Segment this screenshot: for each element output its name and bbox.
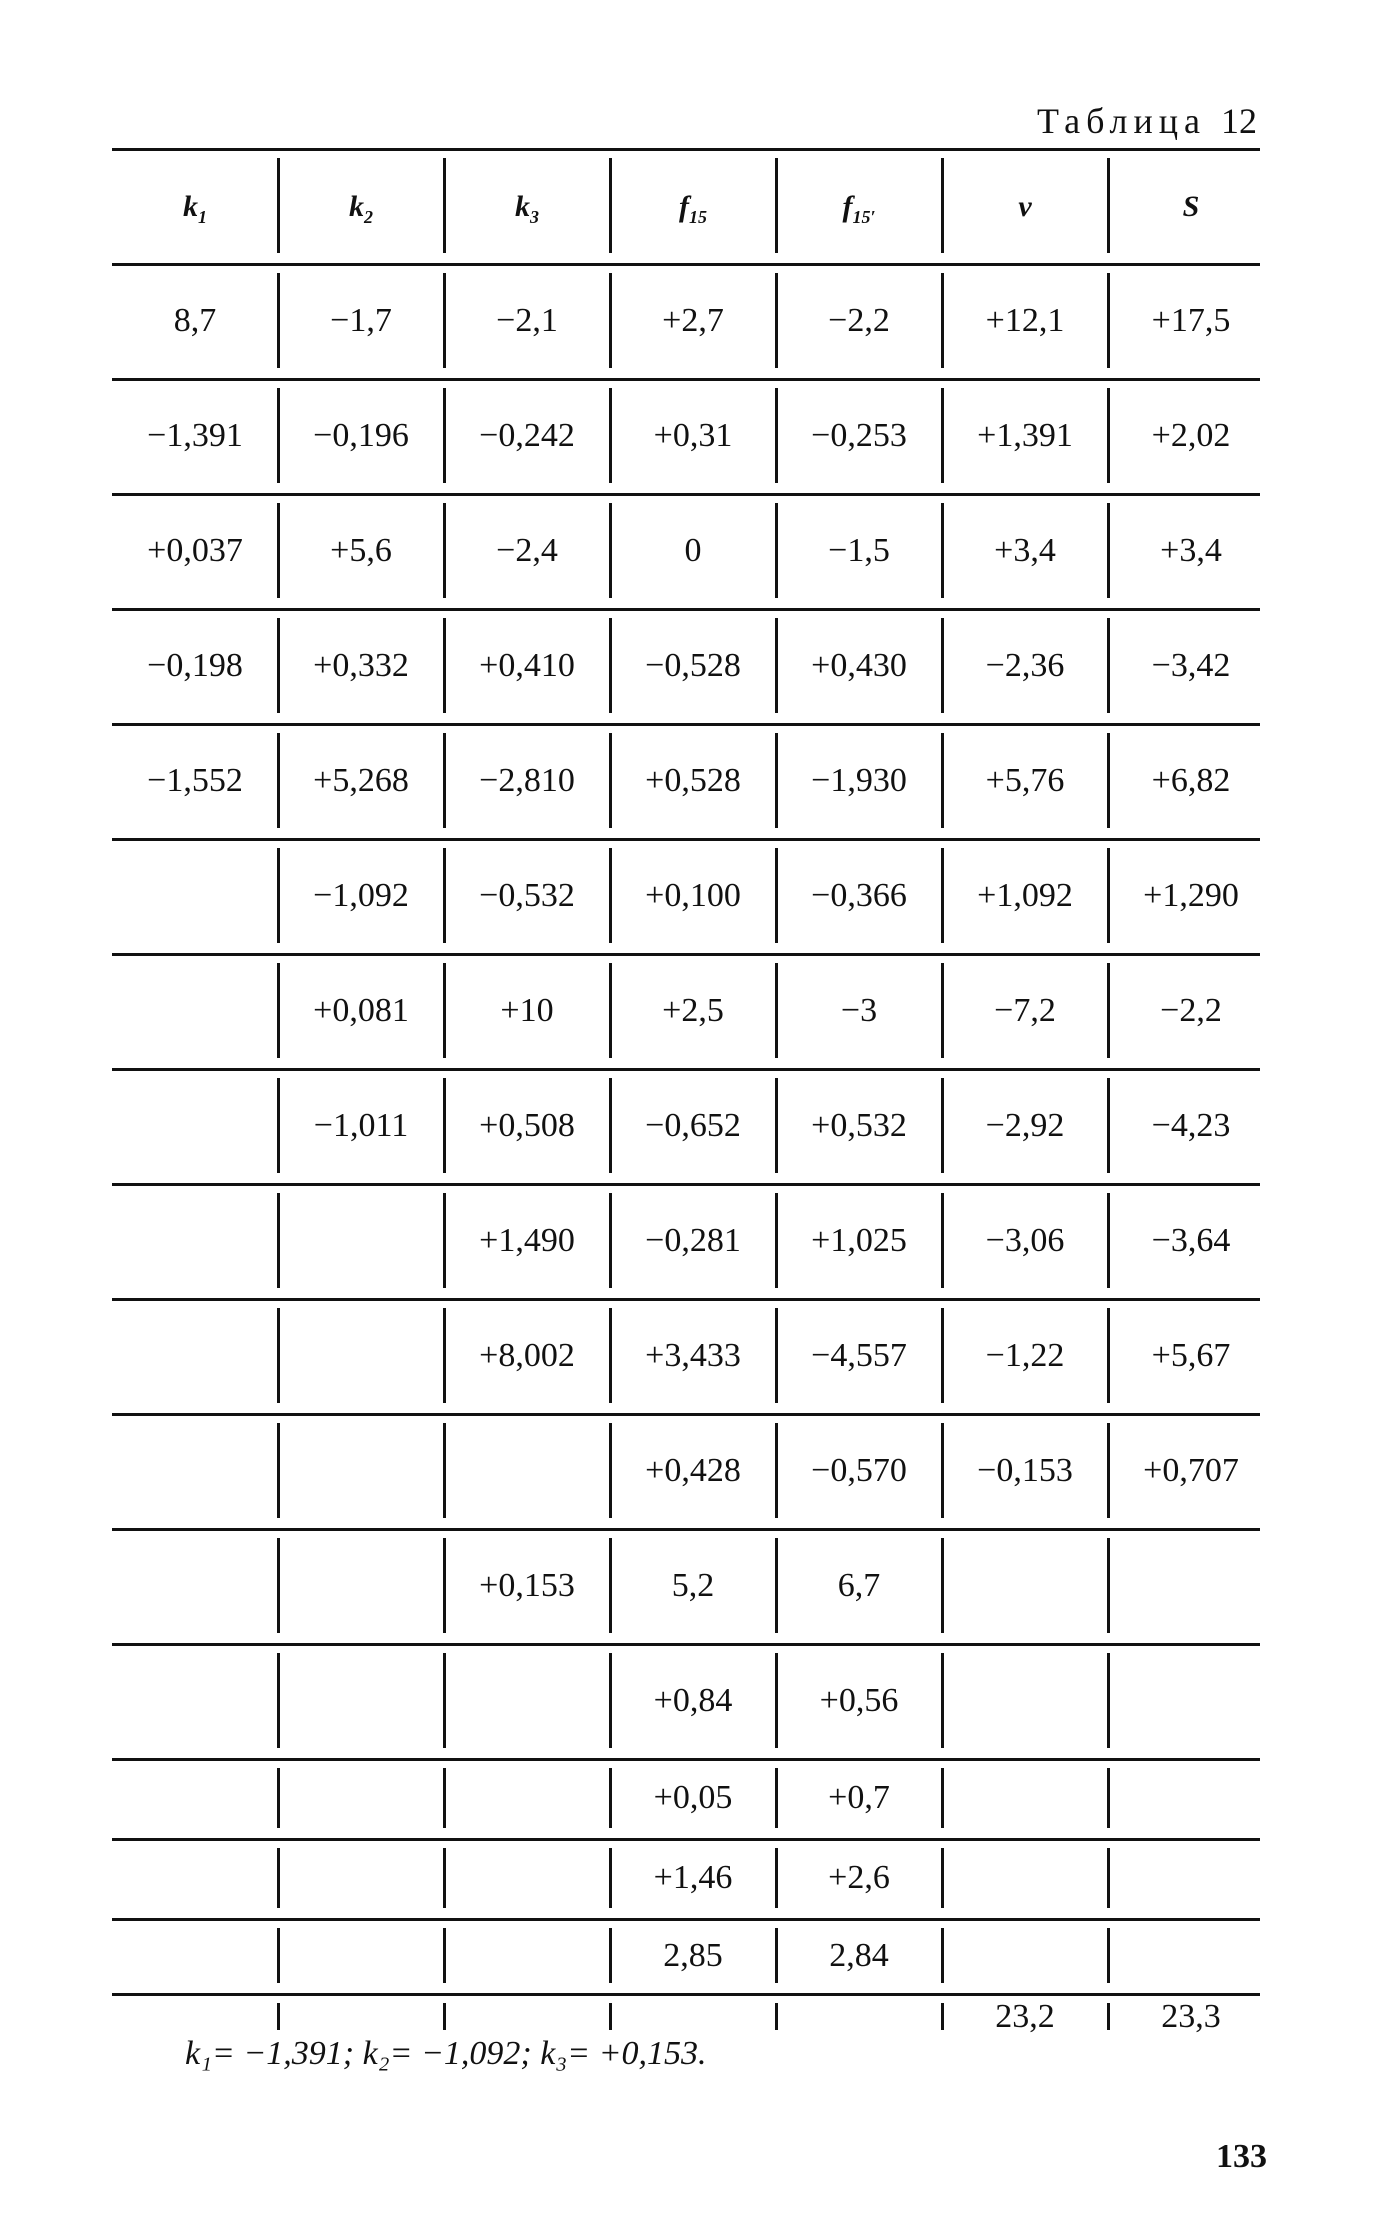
- table-cell: +2,7: [662, 301, 724, 339]
- column-rule: [941, 1653, 944, 1748]
- table-cell: −0,281: [645, 1221, 741, 1259]
- column-rule: [609, 963, 612, 1058]
- table-cell: +1,290: [1143, 876, 1239, 914]
- column-rule: [775, 1078, 778, 1173]
- column-rule: [941, 733, 944, 828]
- table-cell: +5,76: [985, 761, 1065, 799]
- row-rule: [112, 1758, 1260, 1761]
- column-rule: [1107, 1653, 1110, 1748]
- table-cell: +10: [500, 991, 554, 1029]
- table-cell: +1,490: [479, 1221, 575, 1259]
- table-cell: −1,552: [147, 761, 243, 799]
- table-cell: −7,2: [994, 991, 1056, 1029]
- table-cell: 6,7: [837, 1566, 881, 1604]
- column-rule: [1107, 1308, 1110, 1403]
- column-rule: [941, 963, 944, 1058]
- row-rule: [112, 1643, 1260, 1646]
- table-cell: −3,06: [985, 1221, 1065, 1259]
- column-rule: [277, 1078, 280, 1173]
- table-cell: −2,810: [479, 761, 575, 799]
- column-header: v: [1018, 190, 1032, 223]
- column-rule: [609, 1078, 612, 1173]
- column-rule: [941, 1848, 944, 1908]
- table-cell: +5,6: [330, 531, 392, 569]
- column-rule: [443, 1538, 446, 1633]
- table-cell: +0,153: [479, 1566, 575, 1604]
- column-rule: [941, 1423, 944, 1518]
- column-rule: [277, 503, 280, 598]
- table-cell: −2,4: [496, 531, 558, 569]
- table-cell: +2,6: [828, 1859, 890, 1896]
- column-rule: [277, 1928, 280, 1983]
- row-rule: [112, 1298, 1260, 1301]
- column-rule: [775, 1308, 778, 1403]
- column-rule: [609, 273, 612, 368]
- table-cell: 5,2: [671, 1566, 715, 1604]
- column-rule: [941, 388, 944, 483]
- table-cell: +2,02: [1151, 416, 1231, 454]
- column-rule: [443, 1078, 446, 1173]
- table-caption: [1037, 100, 1257, 142]
- column-header: $k_3$: [515, 190, 539, 227]
- column-rule: [443, 1308, 446, 1403]
- table-cell: +0,428: [645, 1451, 741, 1489]
- table-cell: −0,253: [811, 416, 907, 454]
- table-cell: +0,84: [653, 1681, 733, 1719]
- column-rule: [609, 388, 612, 483]
- column-rule: [443, 158, 446, 253]
- column-rule: [775, 733, 778, 828]
- column-rule: [775, 1653, 778, 1748]
- column-rule: [1107, 1928, 1110, 1983]
- column-rule: [1107, 2003, 1110, 2030]
- column-rule: [941, 503, 944, 598]
- table-cell: 23,3: [1161, 1997, 1221, 2035]
- column-rule: [1107, 1078, 1110, 1173]
- table-cell: 2,84: [829, 1936, 889, 1974]
- column-rule: [775, 2003, 778, 2030]
- row-rule: [112, 1528, 1260, 1531]
- table-cell: −0,532: [479, 876, 575, 914]
- table-cell: +5,268: [313, 761, 409, 799]
- row-rule: [112, 263, 1260, 266]
- table-cell: −2,1: [496, 301, 558, 339]
- table-cell: −1,391: [147, 416, 243, 454]
- column-rule: [443, 618, 446, 713]
- table-cell: −1,011: [313, 1106, 409, 1144]
- column-rule: [941, 158, 944, 253]
- table-cell: −3,42: [1151, 646, 1231, 684]
- table-cell: +1,46: [653, 1859, 733, 1896]
- row-rule: [112, 1183, 1260, 1186]
- table-cell: +1,025: [811, 1221, 907, 1259]
- column-rule: [941, 2003, 944, 2030]
- column-header: $f_{15}$: [679, 190, 707, 227]
- column-rule: [609, 1653, 612, 1748]
- table-cell: −0,570: [811, 1451, 907, 1489]
- table-cell: +1,092: [977, 876, 1073, 914]
- column-rule: [941, 618, 944, 713]
- column-rule: [1107, 1423, 1110, 1518]
- table-cell: +0,081: [313, 991, 409, 1029]
- column-rule: [443, 1653, 446, 1748]
- column-header: $f_{15'}$: [842, 190, 876, 227]
- table-cell: −4,23: [1151, 1106, 1231, 1144]
- column-rule: [443, 1193, 446, 1288]
- column-rule: [609, 1768, 612, 1828]
- column-rule: [277, 1653, 280, 1748]
- column-rule: [609, 1538, 612, 1633]
- column-rule: [775, 1768, 778, 1828]
- column-rule: [775, 388, 778, 483]
- table-cell: −0,153: [977, 1451, 1073, 1489]
- table-cell: +17,5: [1151, 301, 1231, 339]
- column-rule: [941, 1078, 944, 1173]
- column-rule: [277, 388, 280, 483]
- table-cell: +6,82: [1151, 761, 1231, 799]
- column-rule: [1107, 273, 1110, 368]
- column-rule: [277, 733, 280, 828]
- column-header: S: [1182, 190, 1200, 223]
- footnote: k₁= −1,391; k₂= −1,092; k₃= +0,153.: [185, 2035, 707, 2072]
- table-cell: +1,391: [977, 416, 1073, 454]
- table-cell: −1,930: [811, 761, 907, 799]
- row-rule: [112, 723, 1260, 726]
- table-cell: −2,2: [828, 301, 890, 339]
- table-cell: +3,4: [994, 531, 1056, 569]
- column-rule: [277, 1423, 280, 1518]
- table-cell: +0,532: [811, 1106, 907, 1144]
- column-rule: [443, 273, 446, 368]
- column-rule: [1107, 733, 1110, 828]
- column-rule: [277, 2003, 280, 2030]
- column-rule: [443, 848, 446, 943]
- table-cell: −3: [840, 991, 878, 1029]
- column-rule: [277, 273, 280, 368]
- column-rule: [941, 1193, 944, 1288]
- row-rule: [112, 1918, 1260, 1921]
- column-rule: [443, 1768, 446, 1828]
- table-cell: +0,7: [828, 1779, 890, 1816]
- caption-word: Таблица: [1037, 101, 1206, 141]
- table-cell: +0,332: [313, 646, 409, 684]
- table-cell: −2,36: [985, 646, 1065, 684]
- column-rule: [609, 158, 612, 253]
- column-rule: [775, 273, 778, 368]
- table-cell: +2,5: [662, 991, 724, 1029]
- table-cell: −1,5: [828, 531, 890, 569]
- column-rule: [277, 848, 280, 943]
- column-rule: [941, 1538, 944, 1633]
- column-rule: [1107, 1538, 1110, 1633]
- column-rule: [609, 1308, 612, 1403]
- table-cell: +0,707: [1143, 1451, 1239, 1489]
- column-rule: [609, 1193, 612, 1288]
- table-cell: −0,366: [811, 876, 907, 914]
- column-rule: [277, 1308, 280, 1403]
- column-rule: [775, 1423, 778, 1518]
- table-cell: −0,652: [645, 1106, 741, 1144]
- column-rule: [1107, 848, 1110, 943]
- column-rule: [775, 503, 778, 598]
- column-rule: [1107, 1193, 1110, 1288]
- column-rule: [941, 1768, 944, 1828]
- table-cell: +0,430: [811, 646, 907, 684]
- column-rule: [609, 503, 612, 598]
- column-rule: [277, 618, 280, 713]
- column-rule: [941, 848, 944, 943]
- table-cell: +0,508: [479, 1106, 575, 1144]
- table-cell: −4,557: [811, 1336, 907, 1374]
- table-cell: −1,092: [313, 876, 409, 914]
- column-rule: [609, 618, 612, 713]
- column-rule: [775, 848, 778, 943]
- column-rule: [277, 158, 280, 253]
- caption-number: 12: [1221, 101, 1257, 141]
- table-cell: +0,528: [645, 761, 741, 799]
- row-rule: [112, 1413, 1260, 1416]
- table-cell: −2,2: [1160, 991, 1222, 1029]
- table-cell: −2,92: [985, 1106, 1065, 1144]
- column-rule: [775, 1538, 778, 1633]
- table-cell: −0,198: [147, 646, 243, 684]
- table-cell: 23,2: [995, 1997, 1055, 2035]
- column-rule: [1107, 618, 1110, 713]
- row-rule: [112, 1838, 1260, 1841]
- column-rule: [1107, 388, 1110, 483]
- column-rule: [277, 1848, 280, 1908]
- table-cell: +0,05: [653, 1779, 733, 1816]
- table-cell: −0,242: [479, 416, 575, 454]
- row-rule: [112, 838, 1260, 841]
- row-rule: [112, 953, 1260, 956]
- table-cell: −0,196: [313, 416, 409, 454]
- column-rule: [277, 1193, 280, 1288]
- table-cell: +0,31: [653, 416, 733, 454]
- column-header: $k_1$: [183, 190, 207, 227]
- column-rule: [1107, 158, 1110, 253]
- column-rule: [277, 1538, 280, 1633]
- table-cell: 8,7: [173, 301, 217, 339]
- column-header: $k_2$: [349, 190, 373, 227]
- table-cell: +0,56: [819, 1681, 899, 1719]
- column-rule: [775, 1848, 778, 1908]
- row-rule: [112, 493, 1260, 496]
- column-rule: [277, 1768, 280, 1828]
- column-rule: [1107, 963, 1110, 1058]
- column-rule: [941, 1928, 944, 1983]
- row-rule: [112, 1068, 1260, 1071]
- column-rule: [609, 733, 612, 828]
- row-rule: [112, 608, 1260, 611]
- table-cell: +12,1: [985, 301, 1065, 339]
- column-rule: [609, 1928, 612, 1983]
- column-rule: [1107, 1768, 1110, 1828]
- column-rule: [609, 1423, 612, 1518]
- column-rule: [941, 273, 944, 368]
- column-rule: [609, 1848, 612, 1908]
- column-rule: [443, 963, 446, 1058]
- column-rule: [1107, 1848, 1110, 1908]
- table-cell: +0,037: [147, 531, 243, 569]
- row-rule: [112, 378, 1260, 381]
- row-rule: [112, 148, 1260, 151]
- table-cell: +8,002: [479, 1336, 575, 1374]
- column-rule: [941, 1308, 944, 1403]
- column-rule: [443, 2003, 446, 2030]
- table-cell: 2,85: [663, 1936, 723, 1974]
- column-rule: [443, 733, 446, 828]
- column-rule: [775, 1928, 778, 1983]
- table-cell: −3,64: [1151, 1221, 1231, 1259]
- column-rule: [443, 388, 446, 483]
- page-number: 133: [1216, 2138, 1267, 2175]
- column-rule: [277, 963, 280, 1058]
- table-cell: +5,67: [1151, 1336, 1231, 1374]
- column-rule: [775, 158, 778, 253]
- column-rule: [775, 618, 778, 713]
- table-cell: −1,7: [330, 301, 392, 339]
- column-rule: [443, 1928, 446, 1983]
- column-rule: [443, 503, 446, 598]
- column-rule: [443, 1423, 446, 1518]
- table-cell: +0,100: [645, 876, 741, 914]
- column-rule: [775, 963, 778, 1058]
- table-cell: +3,433: [645, 1336, 741, 1374]
- table-cell: −0,528: [645, 646, 741, 684]
- column-rule: [609, 2003, 612, 2030]
- table-cell: +0,410: [479, 646, 575, 684]
- column-rule: [775, 1193, 778, 1288]
- table-cell: +3,4: [1160, 531, 1222, 569]
- column-rule: [1107, 503, 1110, 598]
- table-cell: 0: [684, 531, 702, 569]
- column-rule: [609, 848, 612, 943]
- table-cell: −1,22: [985, 1336, 1065, 1374]
- column-rule: [443, 1848, 446, 1908]
